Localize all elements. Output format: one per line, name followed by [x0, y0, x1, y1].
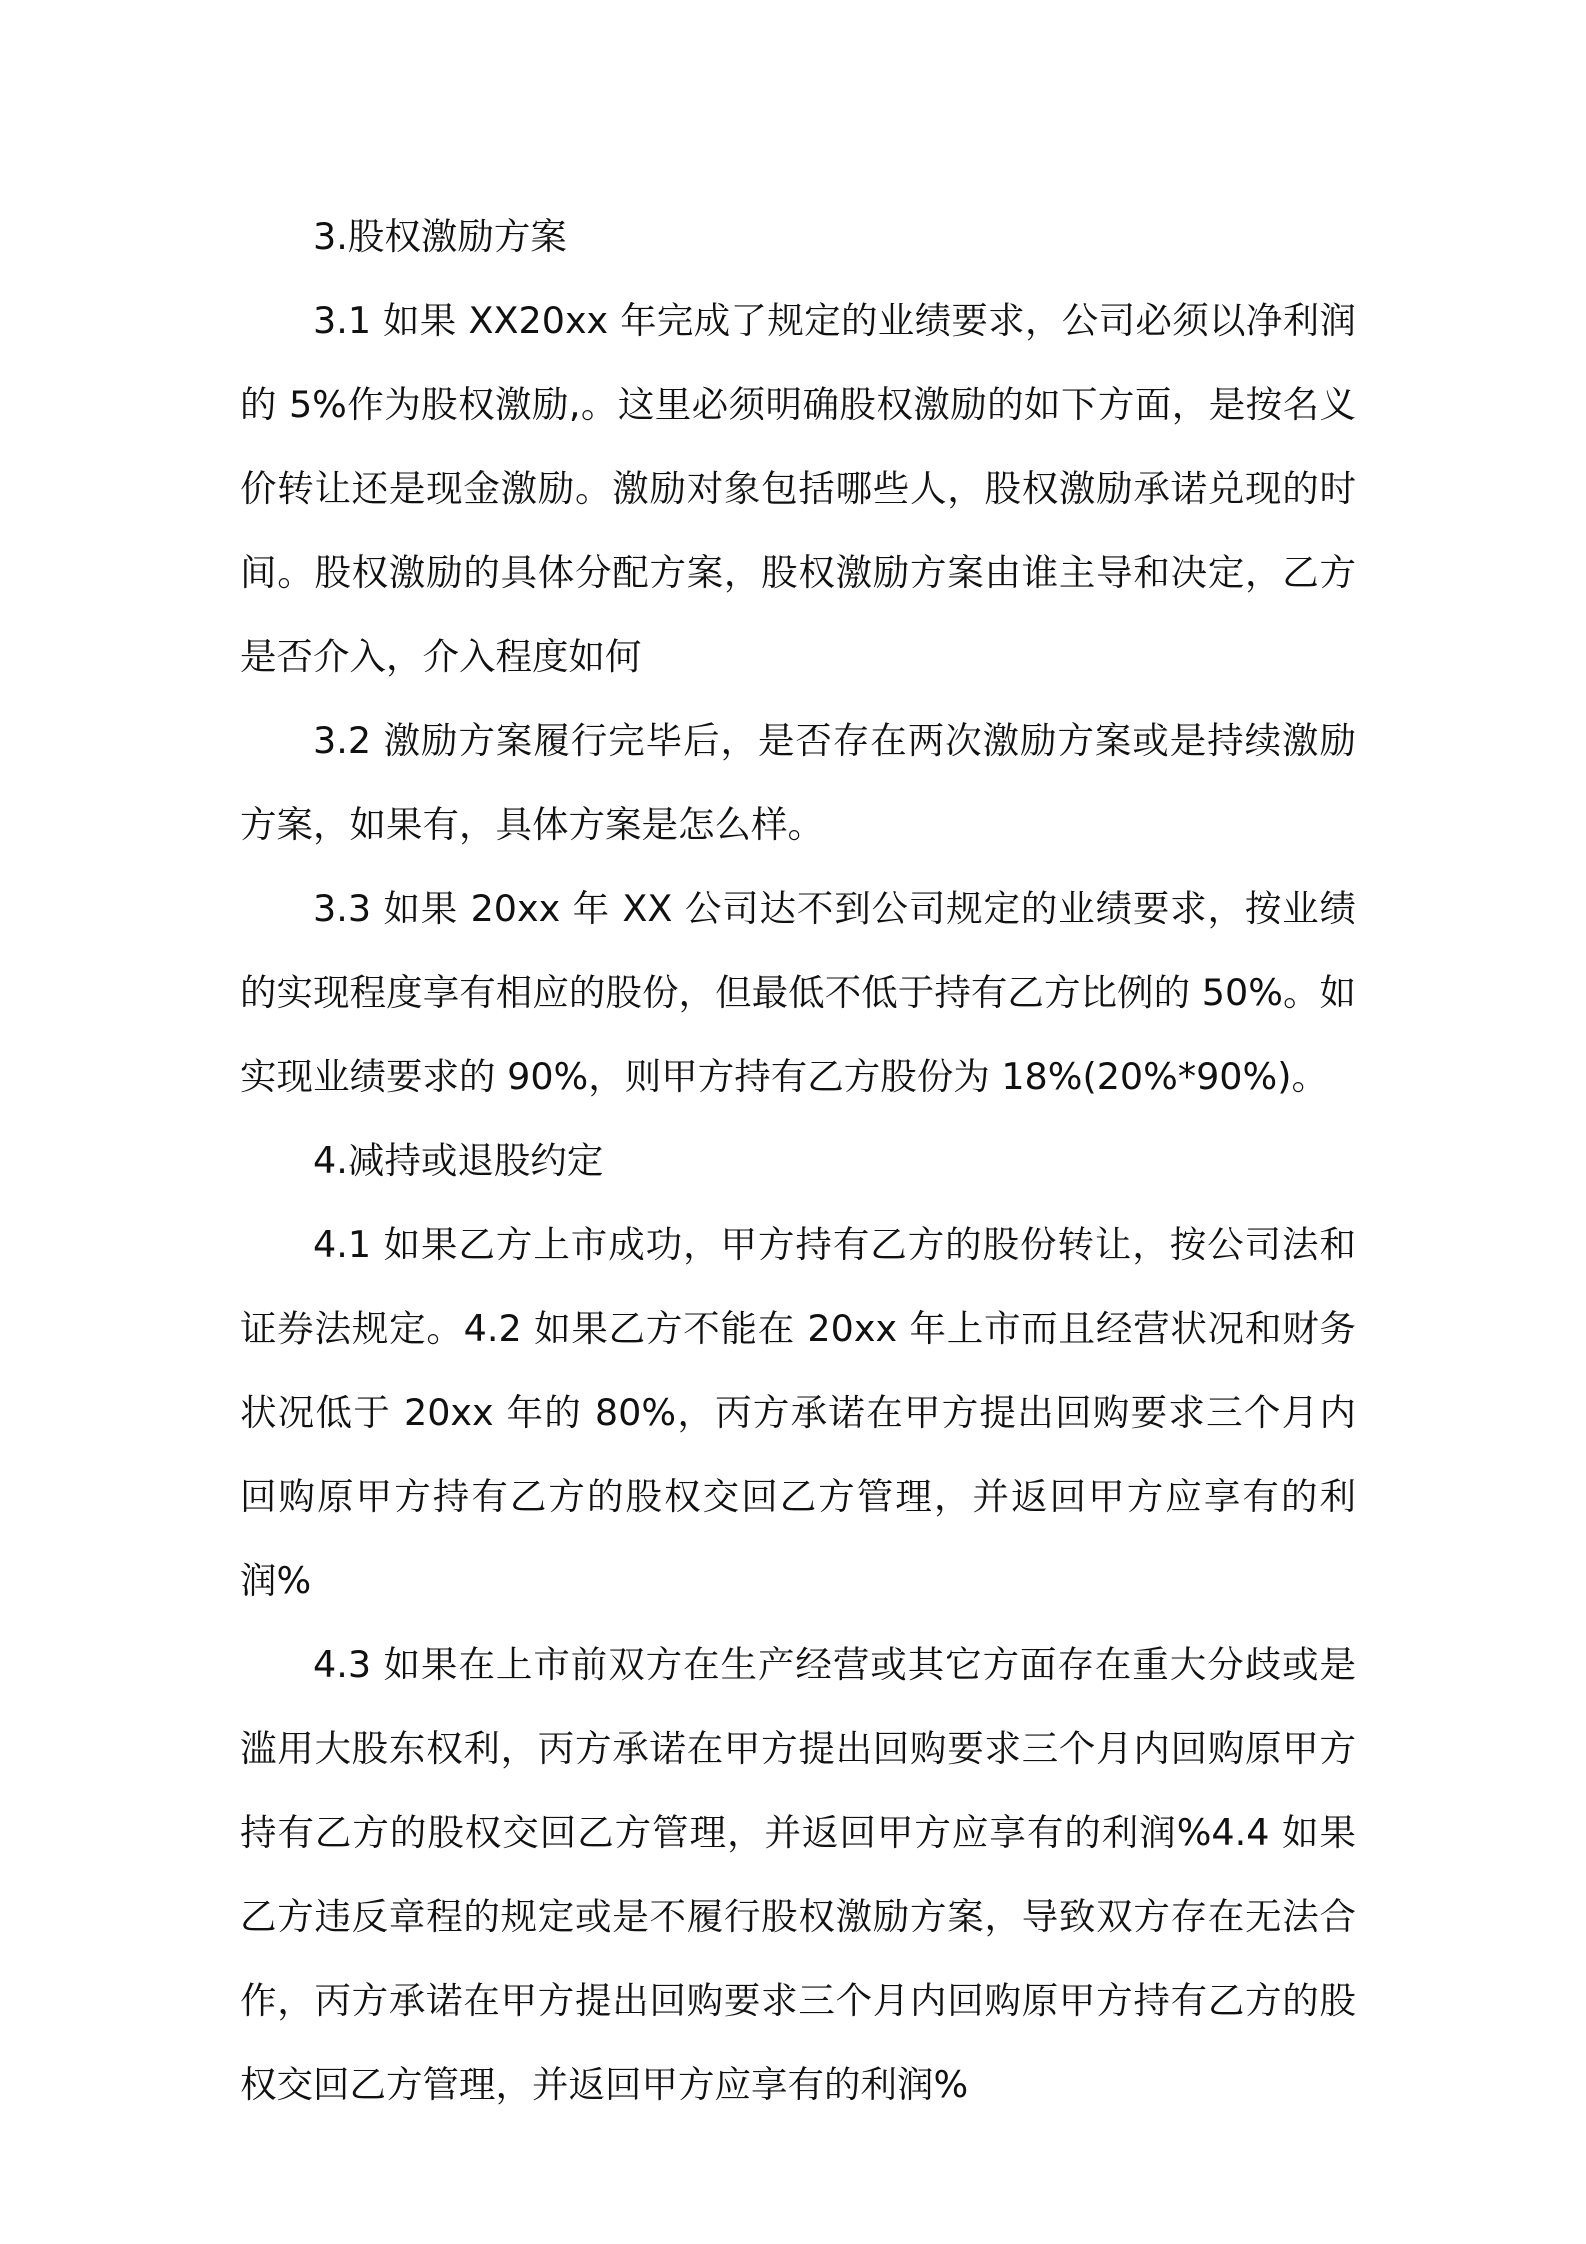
- document-body: [240, 195, 1356, 2127]
- clause-3-1: 3.1 如果 XX20xx 年完成了规定的业绩要求，公司必须以净利润的 5%作为股权激励,。这里必须明确股权激励的如下方面，是按名义价转让还是现金激励。激励对象包括哪些人，股权激励承诺兑现的时间。股权激励的具体分配方案，股权激励方案由谁主导和决定，乙方是否介入，介入程度如何: [240, 299, 1356, 678]
- section-heading-reduction-withdrawal: 4.减持或退股约定: [313, 1139, 604, 1182]
- clause-3-3: 3.3 如果 20xx 年 XX 公司达不到公司规定的业绩要求，按业绩的实现程度享有相应的股份，但最低不低于持有乙方比例的 50%。如实现业绩要求的 90%，则甲方持有乙方股份为 18%(20%*90%)。: [240, 887, 1356, 1098]
- clause-4-1-4-2: 4.1 如果乙方上市成功，甲方持有乙方的股份转让，按公司法和证券法规定。4.2 如果乙方不能在 20xx 年上市而且经营状况和财务状况低于 20xx 年的 80%，丙方承诺在甲方提出回购要求三个月内回购原甲方持有乙方的股权交回乙方管理，并返回甲方应享有的利润%: [240, 1223, 1356, 1602]
- clause-3-2: 3.2 激励方案履行完毕后，是否存在两次激励方案或是持续激励方案，如果有，具体方案是怎么样。: [240, 719, 1356, 846]
- clause-4-3-4-4: 4.3 如果在上市前双方在生产经营或其它方面存在重大分歧或是滥用大股东权利，丙方承诺在甲方提出回购要求三个月内回购原甲方持有乙方的股权交回乙方管理，并返回甲方应享有的利润%4.4 如果乙方违反章程的规定或是不履行股权激励方案，导致双方存在无法合作，丙方承诺在甲方提出回购要求三个月内回购原甲方持有乙方的股权交回乙方管理，并返回甲方应享有的利润%: [240, 1643, 1356, 2106]
- section-heading-equity-incentive: 3.股权激励方案: [313, 215, 567, 258]
